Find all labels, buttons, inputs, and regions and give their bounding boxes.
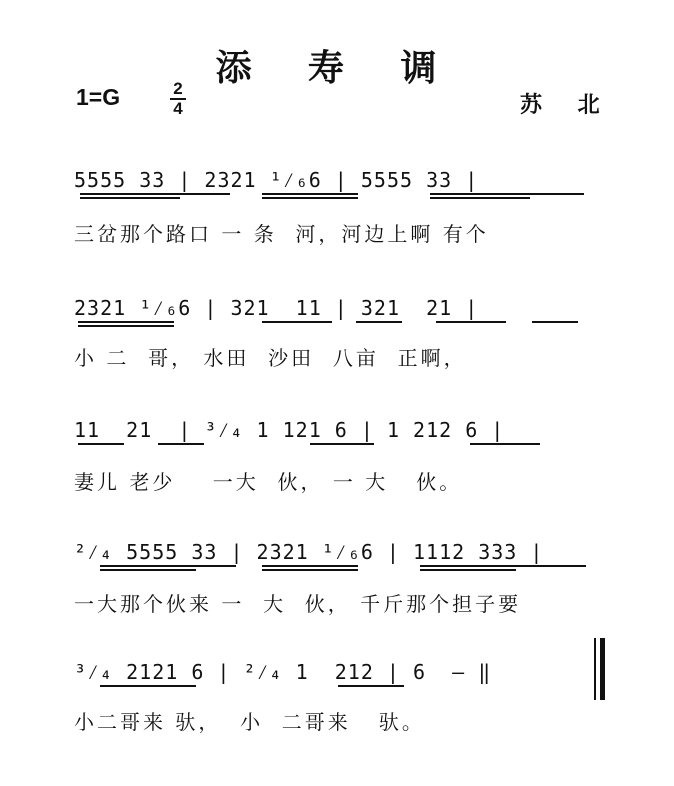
beam-line [420, 569, 516, 571]
beam-line [356, 321, 402, 323]
time-signature [170, 80, 186, 118]
beam-line [420, 565, 586, 567]
lyrics-line-2: 小 二 哥， 水田 沙田 八亩 正啊， [74, 346, 467, 370]
notation-line-4: ²⁄₄ 5555 33 | 2321 ¹⁄₆6 | 1112 333 | [74, 540, 544, 564]
beam-line [78, 321, 174, 323]
beam-line [78, 325, 174, 327]
song-title: 添 寿 调 [215, 48, 459, 89]
beam-line [262, 565, 358, 567]
notation-line-2: 2321 ¹⁄₆6 | 321 11 | 321 21 | [74, 296, 479, 320]
beam-line [262, 569, 358, 571]
beam-line [80, 197, 180, 199]
final-barline-thin [594, 638, 596, 700]
notation-line-1: 5555 33 | 2321 ¹⁄₆6 | 5555 33 | [74, 168, 479, 192]
lyrics-line-3: 妻儿 老少 一大 伙， 一 大 伙。 [74, 470, 463, 494]
beam-line [100, 565, 236, 567]
beam-line [430, 193, 584, 195]
song-origin: 苏 北 [520, 93, 614, 118]
final-barline-thick [600, 638, 605, 700]
beam-line [430, 197, 530, 199]
beam-line [100, 569, 196, 571]
beam-line [262, 193, 358, 195]
beam-line [338, 685, 404, 687]
time-signature-denominator: 4 [173, 99, 183, 118]
notation-line-5: ³⁄₄ 2121 6 | ²⁄₄ 1 212 | 6 — ‖ [74, 660, 492, 684]
beam-line [78, 443, 124, 445]
notation-line-3: 11 21 | ³⁄₄ 1 121 6 | 1 212 6 | [74, 418, 505, 442]
beam-line [262, 197, 358, 199]
key-signature: 1=G [76, 84, 121, 110]
beam-line [100, 685, 196, 687]
beam-line [436, 321, 506, 323]
beam-line [310, 443, 374, 445]
time-signature-numerator: 2 [173, 79, 183, 98]
beam-line [158, 443, 204, 445]
lyrics-line-1: 三岔那个路口 一 条 河，河边上啊 有个 [74, 222, 489, 246]
lyrics-line-4: 一大那个伙来 一 大 伙， 千斤那个担子要 [74, 592, 522, 616]
beam-line [80, 193, 230, 195]
lyrics-line-5: 小二哥来 驮， 小 二哥来 驮。 [74, 710, 425, 734]
beam-line [532, 321, 578, 323]
beam-line [470, 443, 540, 445]
beam-line [262, 321, 332, 323]
